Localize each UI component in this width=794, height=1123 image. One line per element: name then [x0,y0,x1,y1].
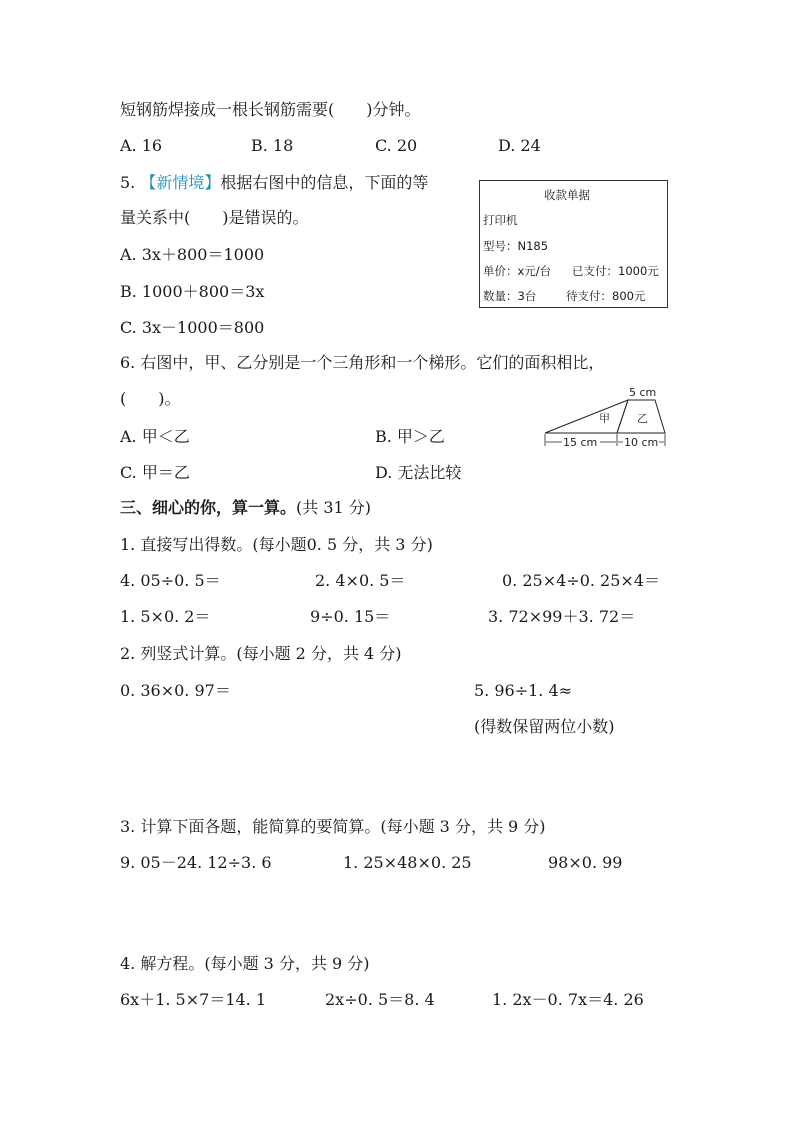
receipt-price: 单价：x元/台 [483,264,552,278]
p3-title: 3. 计算下面各题，能简算的要简算。(每小题 3 分，共 9 分) [120,817,546,836]
receipt-model: 型号：N185 [483,239,549,253]
receipt-paid: 已支付：1000元 [572,264,659,278]
receipt-title: 收款单据 [544,188,590,202]
p1-item-4: 1. 5×0. 2＝ [120,607,211,626]
p1-item-2: 2. 4×0. 5＝ [315,571,406,590]
q5-line2: 量关系中( )是错误的。 [120,208,309,227]
label-yi: 乙 [637,412,648,425]
p1-item-3: 0. 25×4÷0. 25×4＝ [502,571,661,590]
top-length-label: 5 cm [629,386,657,399]
p2-note: (得数保留两位小数) [474,717,615,736]
p4-item-2: 2x÷0. 5＝8. 4 [325,990,435,1009]
receipt-due: 待支付：800元 [566,289,646,303]
receipt-item: 打印机 [483,213,518,227]
shape-figure-svg [540,384,675,454]
p2-item-1: 0. 36×0. 97＝ [120,681,231,700]
receipt-qty: 数量：3台 [483,289,537,303]
section3-title: 三、细心的你，算一算。 [120,498,297,517]
left-length-label: 15 cm [563,436,598,449]
q5-tag: 【新情境】 [140,173,221,192]
p4-item-3: 1. 2x－0. 7x＝4. 26 [492,990,644,1009]
right-length-label: 10 cm [624,436,659,449]
q6-line1: 6. 右图中，甲、乙分别是一个三角形和一个梯形。它们的面积相比， [120,353,605,372]
p3-item-3: 98×0. 99 [548,853,623,872]
q6-option-b: B. 甲＞乙 [375,427,445,446]
q4-option-b: B. 18 [251,136,294,155]
receipt-box [479,180,668,308]
q5-option-b: B. 1000＋800＝3x [120,282,265,301]
q5-line1 [120,172,428,194]
section3-heading [120,497,371,519]
p1-item-1: 4. 05÷0. 5＝ [120,571,221,590]
p4-title: 4. 解方程。(每小题 3 分，共 9 分) [120,954,370,973]
p1-item-5: 9÷0. 15＝ [310,607,391,626]
q5-option-c: C. 3x－1000＝800 [120,318,265,337]
q4-option-c: C. 20 [375,136,418,155]
shape-figure [540,384,675,454]
q6-option-d: D. 无法比较 [375,463,462,482]
q5-number: 5. [120,173,136,192]
p1-title: 1. 直接写出得数。(每小题0. 5 分，共 3 分) [120,535,433,554]
label-jia: 甲 [599,412,610,425]
p1-item-6: 3. 72×99＋3. 72＝ [488,607,636,626]
q6-option-c: C. 甲＝乙 [120,463,190,482]
section3-score: (共 31 分) [296,498,372,517]
p2-item-2: 5. 96÷1. 4≈ [474,681,573,700]
p3-item-1: 9. 05－24. 12÷3. 6 [120,853,272,872]
q6-line2: ( )。 [120,389,181,408]
q4-option-d: D. 24 [498,136,541,155]
p4-item-1: 6x＋1. 5×7＝14. 1 [120,990,267,1009]
q5-text1: 根据右图中的信息，下面的等 [220,173,429,192]
q4-text: 短钢筋焊接成一根长钢筋需要( )分钟。 [120,100,421,119]
q6-option-a: A. 甲＜乙 [120,427,190,446]
triangle-jia [545,400,628,433]
p3-item-2: 1. 25×48×0. 25 [343,853,472,872]
q4-option-a: A. 16 [120,136,163,155]
q5-option-a: A. 3x＋800＝1000 [120,245,265,264]
p2-title: 2. 列竖式计算。(每小题 2 分，共 4 分) [120,644,402,663]
